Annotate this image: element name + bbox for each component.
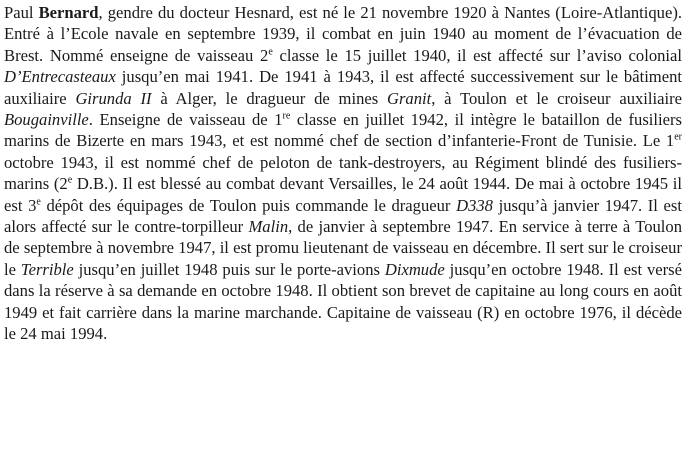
ship-name: Granit: [386, 88, 432, 108]
text-segment: jusqu’en octobre 1948. Il est versé dans la réserve à sa demande en octobre 1948. Il obtient son brevet de capitaine au long cours en août 1949 et fait carrière dans la marine marchande. Capitaine de vaisseau (R) en octobre 1976, il décède le 24 mai 1994.: [4, 259, 682, 344]
text-segment: D.B.). Il est blessé au combat devant Versailles, le 24 août 1944. De mai à octobre 1945 il est 3: [4, 174, 682, 215]
text-segment: , gendre du docteur Hesnard, est né le 21 novembre 1920 à Nantes (Loire-Atlantique). Entré à l’Ecole navale en septembre 1939, il combat en juin 1940 au moment de l’évacuation de Brest. Nommé enseigne de vaisseau 2: [4, 3, 682, 65]
text-segment: à Alger, le dragueur de mines: [151, 88, 387, 108]
person-name: Bernard: [38, 3, 99, 22]
ship-name: Terrible: [20, 259, 74, 279]
text-segment: jusqu’en mai 1941. De 1941 à 1943, il est affecté successivement sur le bâtiment auxiliaire: [4, 67, 682, 108]
ship-name: Malin: [248, 217, 289, 237]
text-segment: classe en juillet 1942, il intègre le bataillon de fusiliers marins de Bizerte en mars 1943, et est nommé chef de section d’infanterie-Front de Tunisie. Le 1: [4, 110, 682, 151]
ship-name: D’Entrecasteaux: [4, 67, 116, 87]
text-segment: . Enseigne de vaisseau de 1: [88, 110, 283, 130]
text-segment: dépôt des équipages de Toulon puis commande le dragueur: [40, 195, 457, 215]
ordinal-superscript: e: [268, 46, 273, 58]
text-segment: jusqu’en juillet 1948 puis sur le porte-avions: [73, 259, 385, 279]
text-segment: octobre 1943, il est nommé chef de peloton de tank-destroyers, au Régiment blindé des fusiliers-marins (2: [4, 152, 682, 194]
ordinal-superscript: er: [674, 131, 682, 143]
text-segment: Paul: [4, 3, 39, 22]
ordinal-superscript: re: [282, 110, 291, 122]
text-segment: classe le 15 juillet 1940, il est affecté sur l’aviso colonial: [272, 45, 682, 65]
biography-paragraph: [4, 2, 682, 345]
text-segment: , à Toulon et le croiseur auxiliaire: [431, 88, 682, 108]
ship-name: Bougainville: [4, 110, 89, 130]
ordinal-superscript: e: [36, 196, 41, 208]
text-segment: , de janvier à septembre 1947. En service à terre à Toulon de septembre à novembre 1947, il est promu lieutenant de vaisseau en décembre. Il sert sur le croiseur le: [4, 217, 683, 279]
ship-name: D338: [456, 195, 493, 215]
text-segment: jusqu’à janvier 1947. Il est alors affecté sur le contre-torpilleur: [4, 195, 682, 237]
ordinal-superscript: e: [67, 174, 73, 186]
ship-name: Girunda II: [75, 88, 152, 108]
ship-name: Dixmude: [384, 259, 445, 279]
